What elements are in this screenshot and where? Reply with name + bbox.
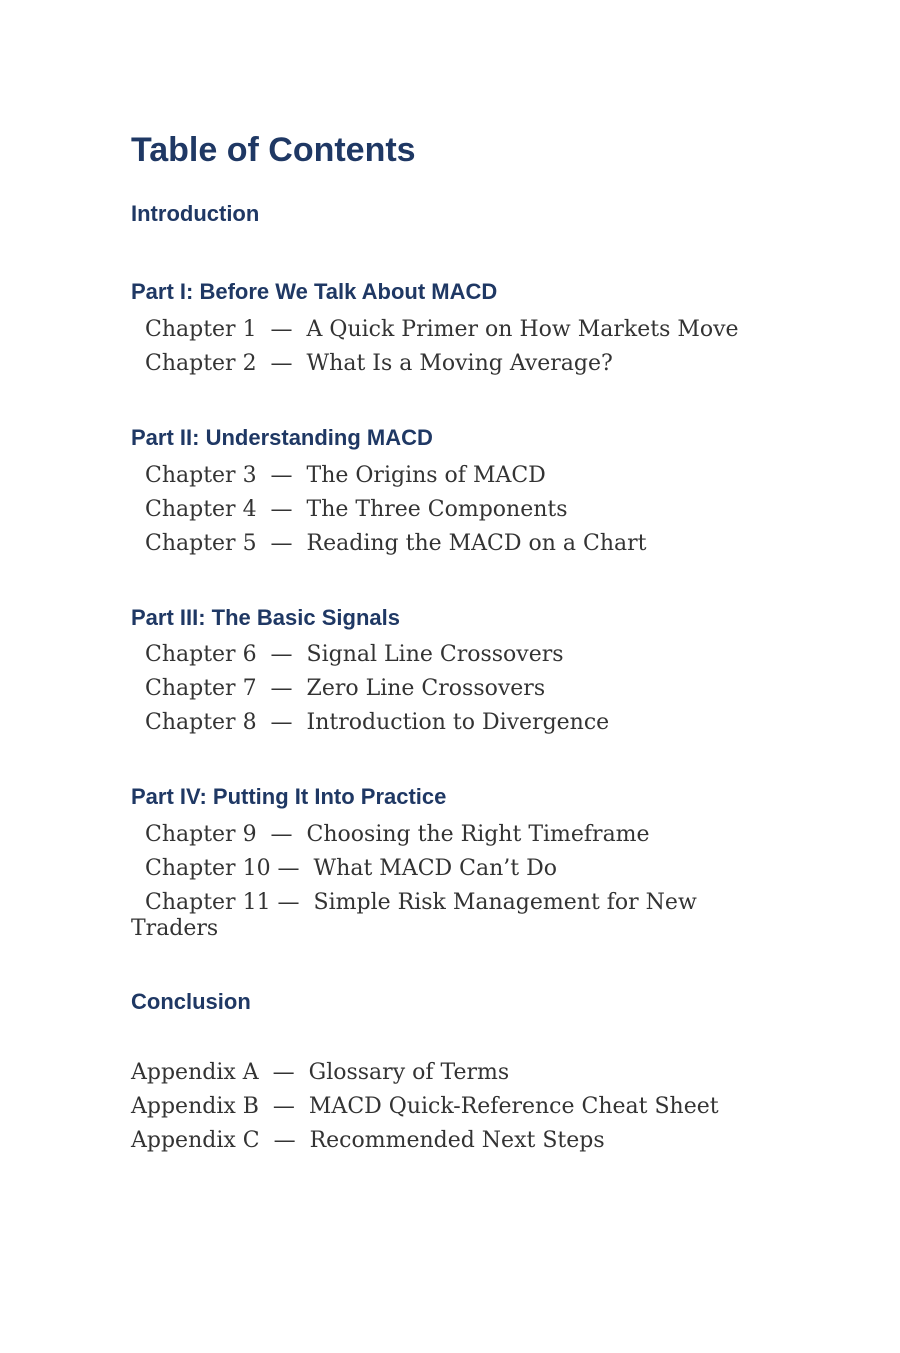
toc-entry-appendix-c: Appendix C — Recommended Next Steps	[131, 1128, 605, 1153]
toc-entry-chapter-6: Chapter 6 — Signal Line Crossovers	[145, 642, 564, 667]
part-heading-1: Part I: Before We Talk About MACD	[131, 279, 498, 304]
toc-entry-appendix-a: Appendix A — Glossary of Terms	[131, 1060, 510, 1085]
section-heading-conclusion: Conclusion	[131, 989, 251, 1014]
part-heading-2: Part II: Understanding MACD	[131, 425, 433, 450]
toc-entry-chapter-5: Chapter 5 — Reading the MACD on a Chart	[145, 531, 647, 556]
toc-entry-chapter-3: Chapter 3 — The Origins of MACD	[145, 463, 546, 488]
section-heading-introduction: Introduction	[131, 201, 260, 226]
part-heading-4: Part IV: Putting It Into Practice	[131, 784, 447, 809]
toc-entry-chapter-7: Chapter 7 — Zero Line Crossovers	[145, 676, 546, 701]
toc-entry-chapter-8: Chapter 8 — Introduction to Divergence	[145, 710, 610, 735]
toc-entry-chapter-9: Chapter 9 — Choosing the Right Timeframe	[145, 822, 650, 847]
part-heading-3: Part III: The Basic Signals	[131, 605, 400, 630]
toc-entry-chapter-10: Chapter 10 — What MACD Can’t Do	[145, 856, 557, 881]
toc-entry-chapter-11: Chapter 11 — Simple Risk Management for New Traders	[131, 890, 704, 941]
toc-entry-chapter-4: Chapter 4 — The Three Components	[145, 497, 568, 522]
toc-entry-chapter-2: Chapter 2 — What Is a Moving Average?	[145, 351, 613, 376]
toc-entry-chapter-1: Chapter 1 — A Quick Primer on How Markets Move	[145, 317, 739, 342]
page-title: Table of Contents	[131, 131, 416, 169]
toc-entry-appendix-b: Appendix B — MACD Quick-Reference Cheat Sheet	[131, 1094, 719, 1119]
